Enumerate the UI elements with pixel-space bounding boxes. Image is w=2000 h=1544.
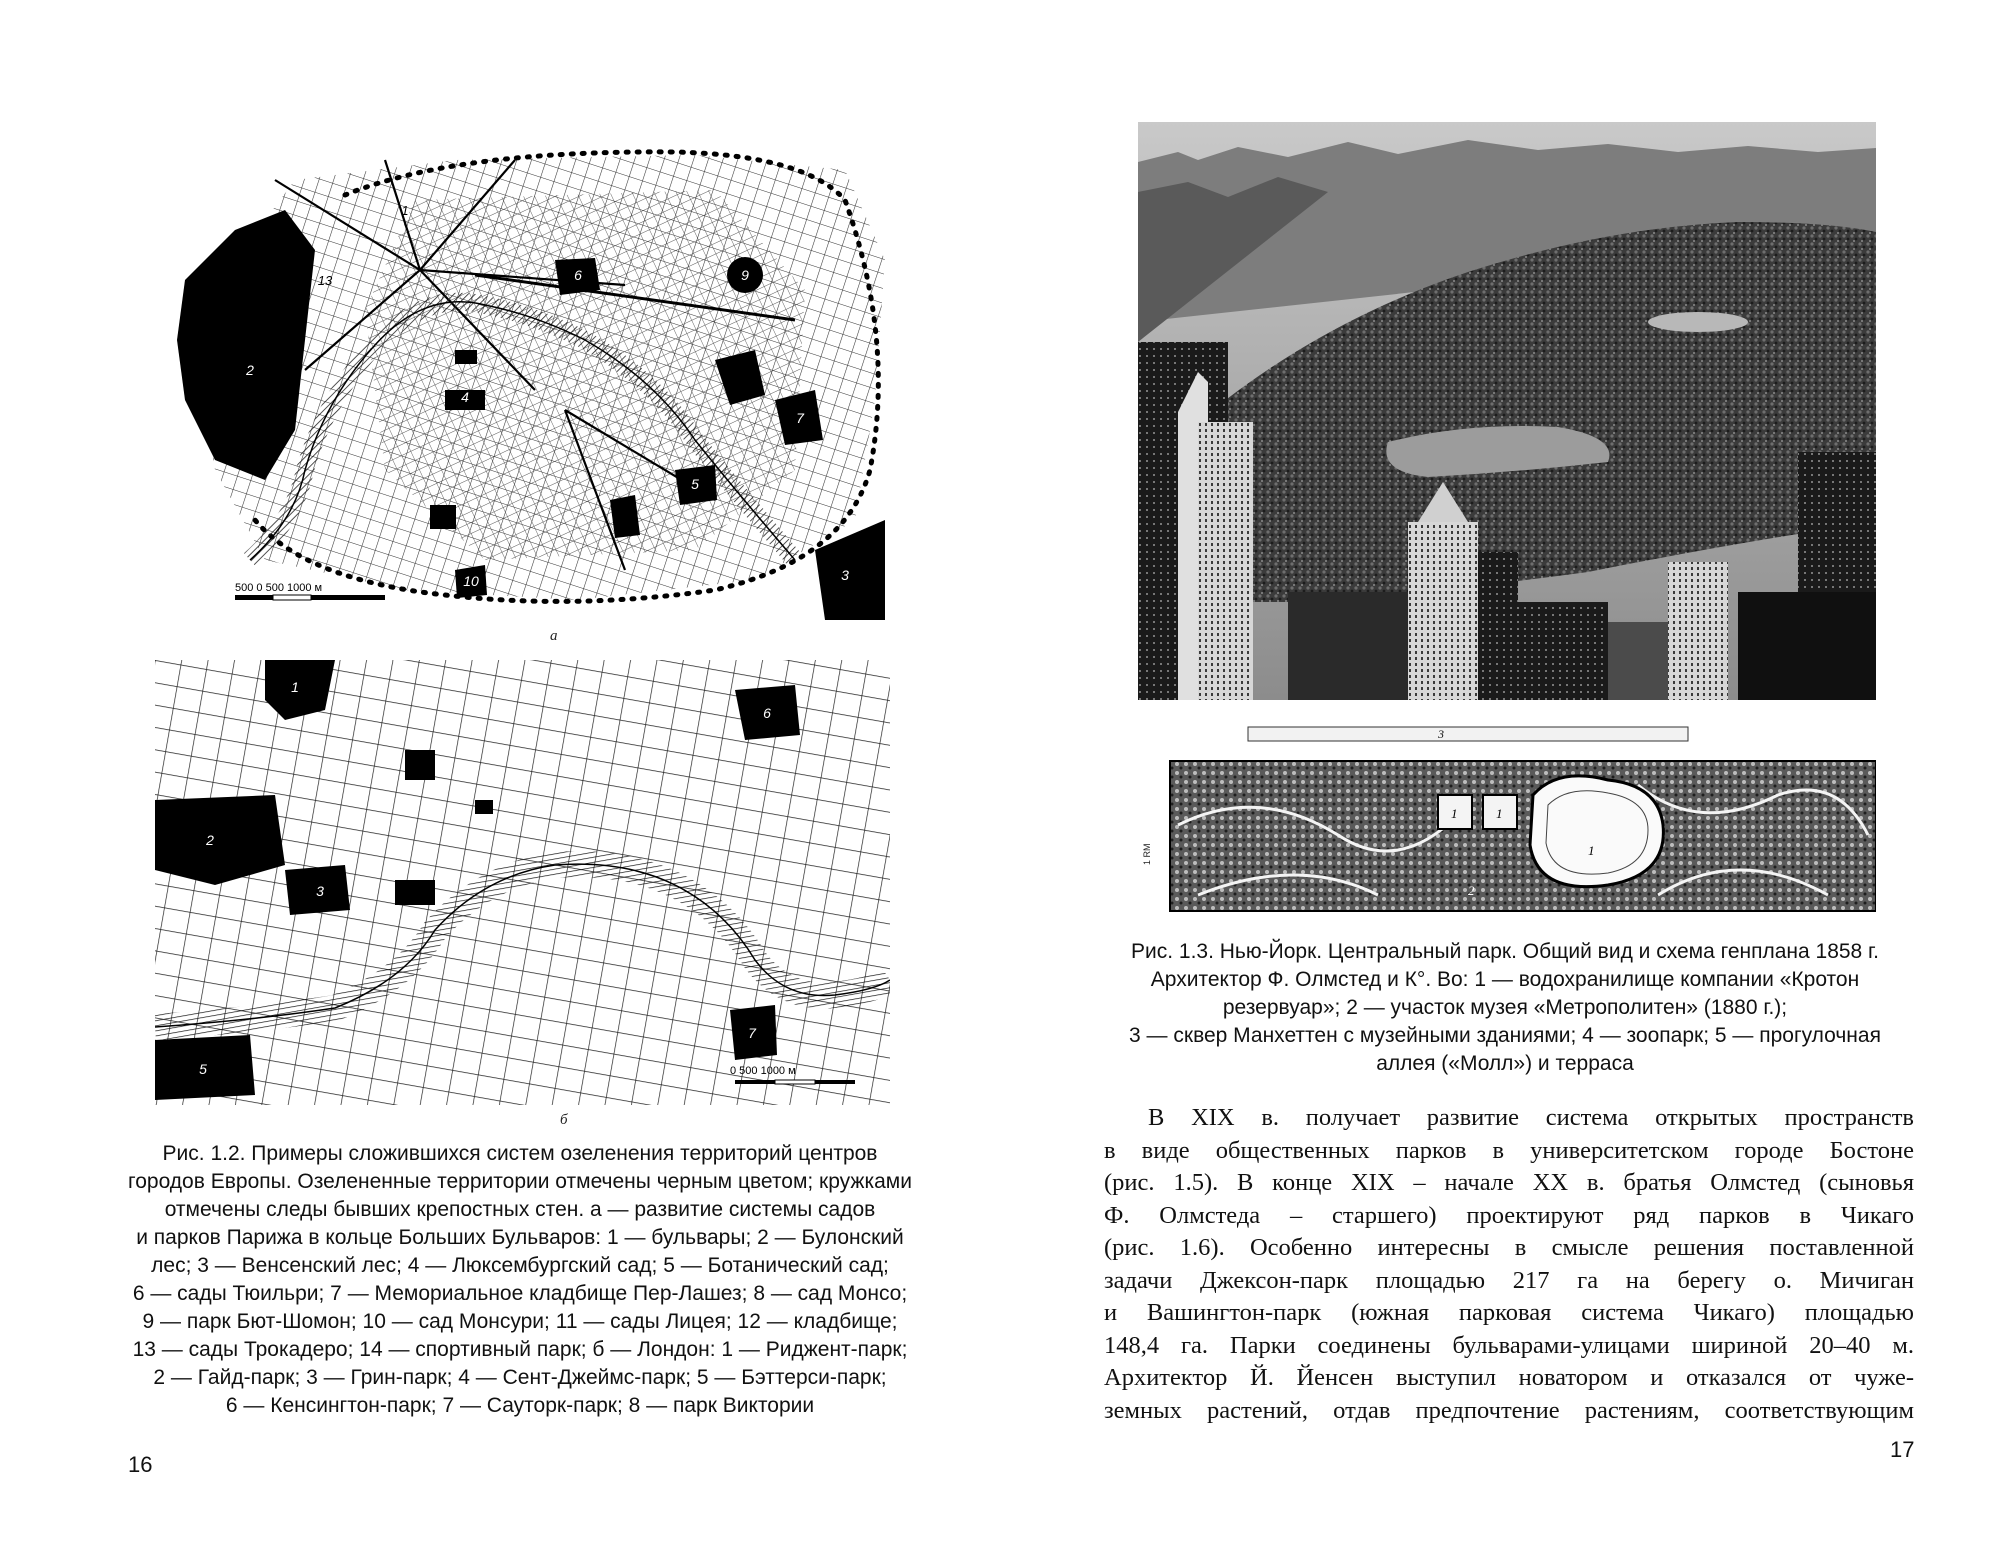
paris-scale-text: 500 0 500 1000 м xyxy=(235,582,323,594)
central-park-plan xyxy=(1138,725,1876,915)
caption-line: 6 — Кенсингтон-парк; 7 — Сауторк-парк; 8 — парк Виктории xyxy=(225,1394,815,1417)
body-line: В XIX в. получает развитие система открытых пространств xyxy=(1148,1104,1914,1131)
caption-line: Рис. 1.2. Примеры сложившихся систем озеленения территорий центров xyxy=(162,1142,878,1165)
plan-label-1c: 1 xyxy=(1588,843,1595,858)
body-line: Архитектор Й. Йенсен выступил новатором и отказался от чуже- xyxy=(1104,1364,1914,1391)
paris-map xyxy=(155,140,885,620)
caption-line: аллея («Молл») и терраса xyxy=(1376,1052,1634,1075)
paris-marker-6: 6 xyxy=(574,267,582,283)
body-line: задачи Джексон-парк площадью 217 га на берегу о. Мичиган xyxy=(1104,1266,1914,1294)
plan-label-1b: 1 xyxy=(1496,806,1503,821)
figure-1-3-caption xyxy=(1105,938,1905,1078)
body-line: 148,4 га. Парки соединены бульварами-улицами шириной 20–40 м. xyxy=(1104,1331,1914,1359)
body-line: (рис. 1.6). Особенно интересны в смысле решения поставленной xyxy=(1104,1234,1914,1261)
right-page xyxy=(1000,0,2000,1544)
caption-line: и парков Парижа в кольце Больших Бульваров: 1 — бульвары; 2 — Булонский xyxy=(136,1226,904,1249)
london-marker-5: 5 xyxy=(199,1061,207,1077)
central-park-photo xyxy=(1138,122,1876,700)
body-line: в виде общественных парков в университетском городе Бостоне xyxy=(1104,1136,1914,1164)
caption-line: городов Европы. Озелененные территории отмечены черным цветом; кружками xyxy=(128,1170,912,1193)
figure-a-label: а xyxy=(550,628,558,644)
body-line: Ф. Олмстеда – старшего) проектируют ряд парков в Чикаго xyxy=(1104,1201,1914,1229)
caption-line: Рис. 1.3. Нью-Йорк. Центральный парк. Общий вид и схема генплана 1858 г. xyxy=(1131,940,1879,963)
paris-marker-9: 9 xyxy=(741,267,749,283)
central-park-plan-svg xyxy=(1138,725,1876,915)
page-number-right: 17 xyxy=(1890,1437,1915,1462)
body-paragraph xyxy=(1104,1102,1914,1427)
london-marker-6: 6 xyxy=(763,705,771,721)
caption-line: лес; 3 — Венсенский лес; 4 — Люксембургский сад; 5 — Ботанический сад; xyxy=(151,1254,889,1277)
paris-marker-2: 2 xyxy=(246,362,254,378)
paris-marker-10: 10 xyxy=(463,573,479,589)
plan-label-2: 2 xyxy=(1468,883,1475,898)
caption-line: 3 — сквер Манхеттен с музейными зданиями; 4 — зоопарк; 5 — прогулочная xyxy=(1129,1024,1881,1047)
caption-line: Архитектор Ф. Олмстед и К°. Во: 1 — водохранилище компании «Кротон xyxy=(1150,968,1860,991)
london-marker-1: 1 xyxy=(291,679,299,695)
paris-marker-4: 4 xyxy=(461,389,469,405)
body-line: и Вашингтон-парк (южная парковая система Чикаго) площадью xyxy=(1104,1299,1914,1326)
figure-b-label: б xyxy=(560,1112,568,1128)
london-marker-2: 2 xyxy=(206,832,214,848)
caption-line: 6 — сады Тюильри; 7 — Мемориальное кладбище Пер-Лашез; 8 — сад Монсо; xyxy=(132,1282,908,1305)
plan-side-label: 1 RM xyxy=(1142,843,1152,865)
london-scale-text: 0 500 1000 м xyxy=(730,1065,796,1077)
body-line: (рис. 1.5). В конце XIX – начале XX в. братья Олмстед (сыновья xyxy=(1104,1169,1914,1196)
central-park-photo-svg xyxy=(1138,122,1876,700)
paris-marker-13: 13 xyxy=(317,273,333,288)
paris-map-figure xyxy=(155,140,885,620)
page-number-left: 16 xyxy=(128,1452,153,1477)
caption-line: 9 — парк Бют-Шомон; 10 — сад Монсури; 11 — сады Лицея; 12 — кладбище; xyxy=(142,1310,898,1333)
caption-line: резервуар»; 2 — участок музея «Метрополитен» (1880 г.); xyxy=(1222,996,1788,1019)
paris-marker-7: 7 xyxy=(796,410,804,426)
paris-marker-1: 1 xyxy=(401,203,409,218)
figure-1-2-caption xyxy=(120,1140,920,1420)
caption-line: отмечены следы бывших крепостных стен. а — развитие системы садов xyxy=(164,1198,876,1221)
paris-marker-5: 5 xyxy=(691,476,699,492)
london-marker-3: 3 xyxy=(316,883,324,899)
plan-label-3: 3 xyxy=(1438,727,1444,741)
caption-line: 13 — сады Трокадеро; 14 — спортивный парк; б — Лондон: 1 — Риджент-парк; xyxy=(132,1338,908,1361)
london-map xyxy=(155,660,890,1105)
body-line: земных растений, отдав предпочтение растениям, соответствующим xyxy=(1104,1396,1914,1424)
london-map-figure xyxy=(155,660,890,1105)
plan-label-1a: 1 xyxy=(1451,806,1458,821)
caption-line: 2 — Гайд-парк; 3 — Грин-парк; 4 — Сент-Джеймс-парк; 5 — Бэттерси-парк; xyxy=(153,1366,887,1389)
paris-marker-3: 3 xyxy=(841,567,849,583)
london-marker-7: 7 xyxy=(748,1025,756,1041)
